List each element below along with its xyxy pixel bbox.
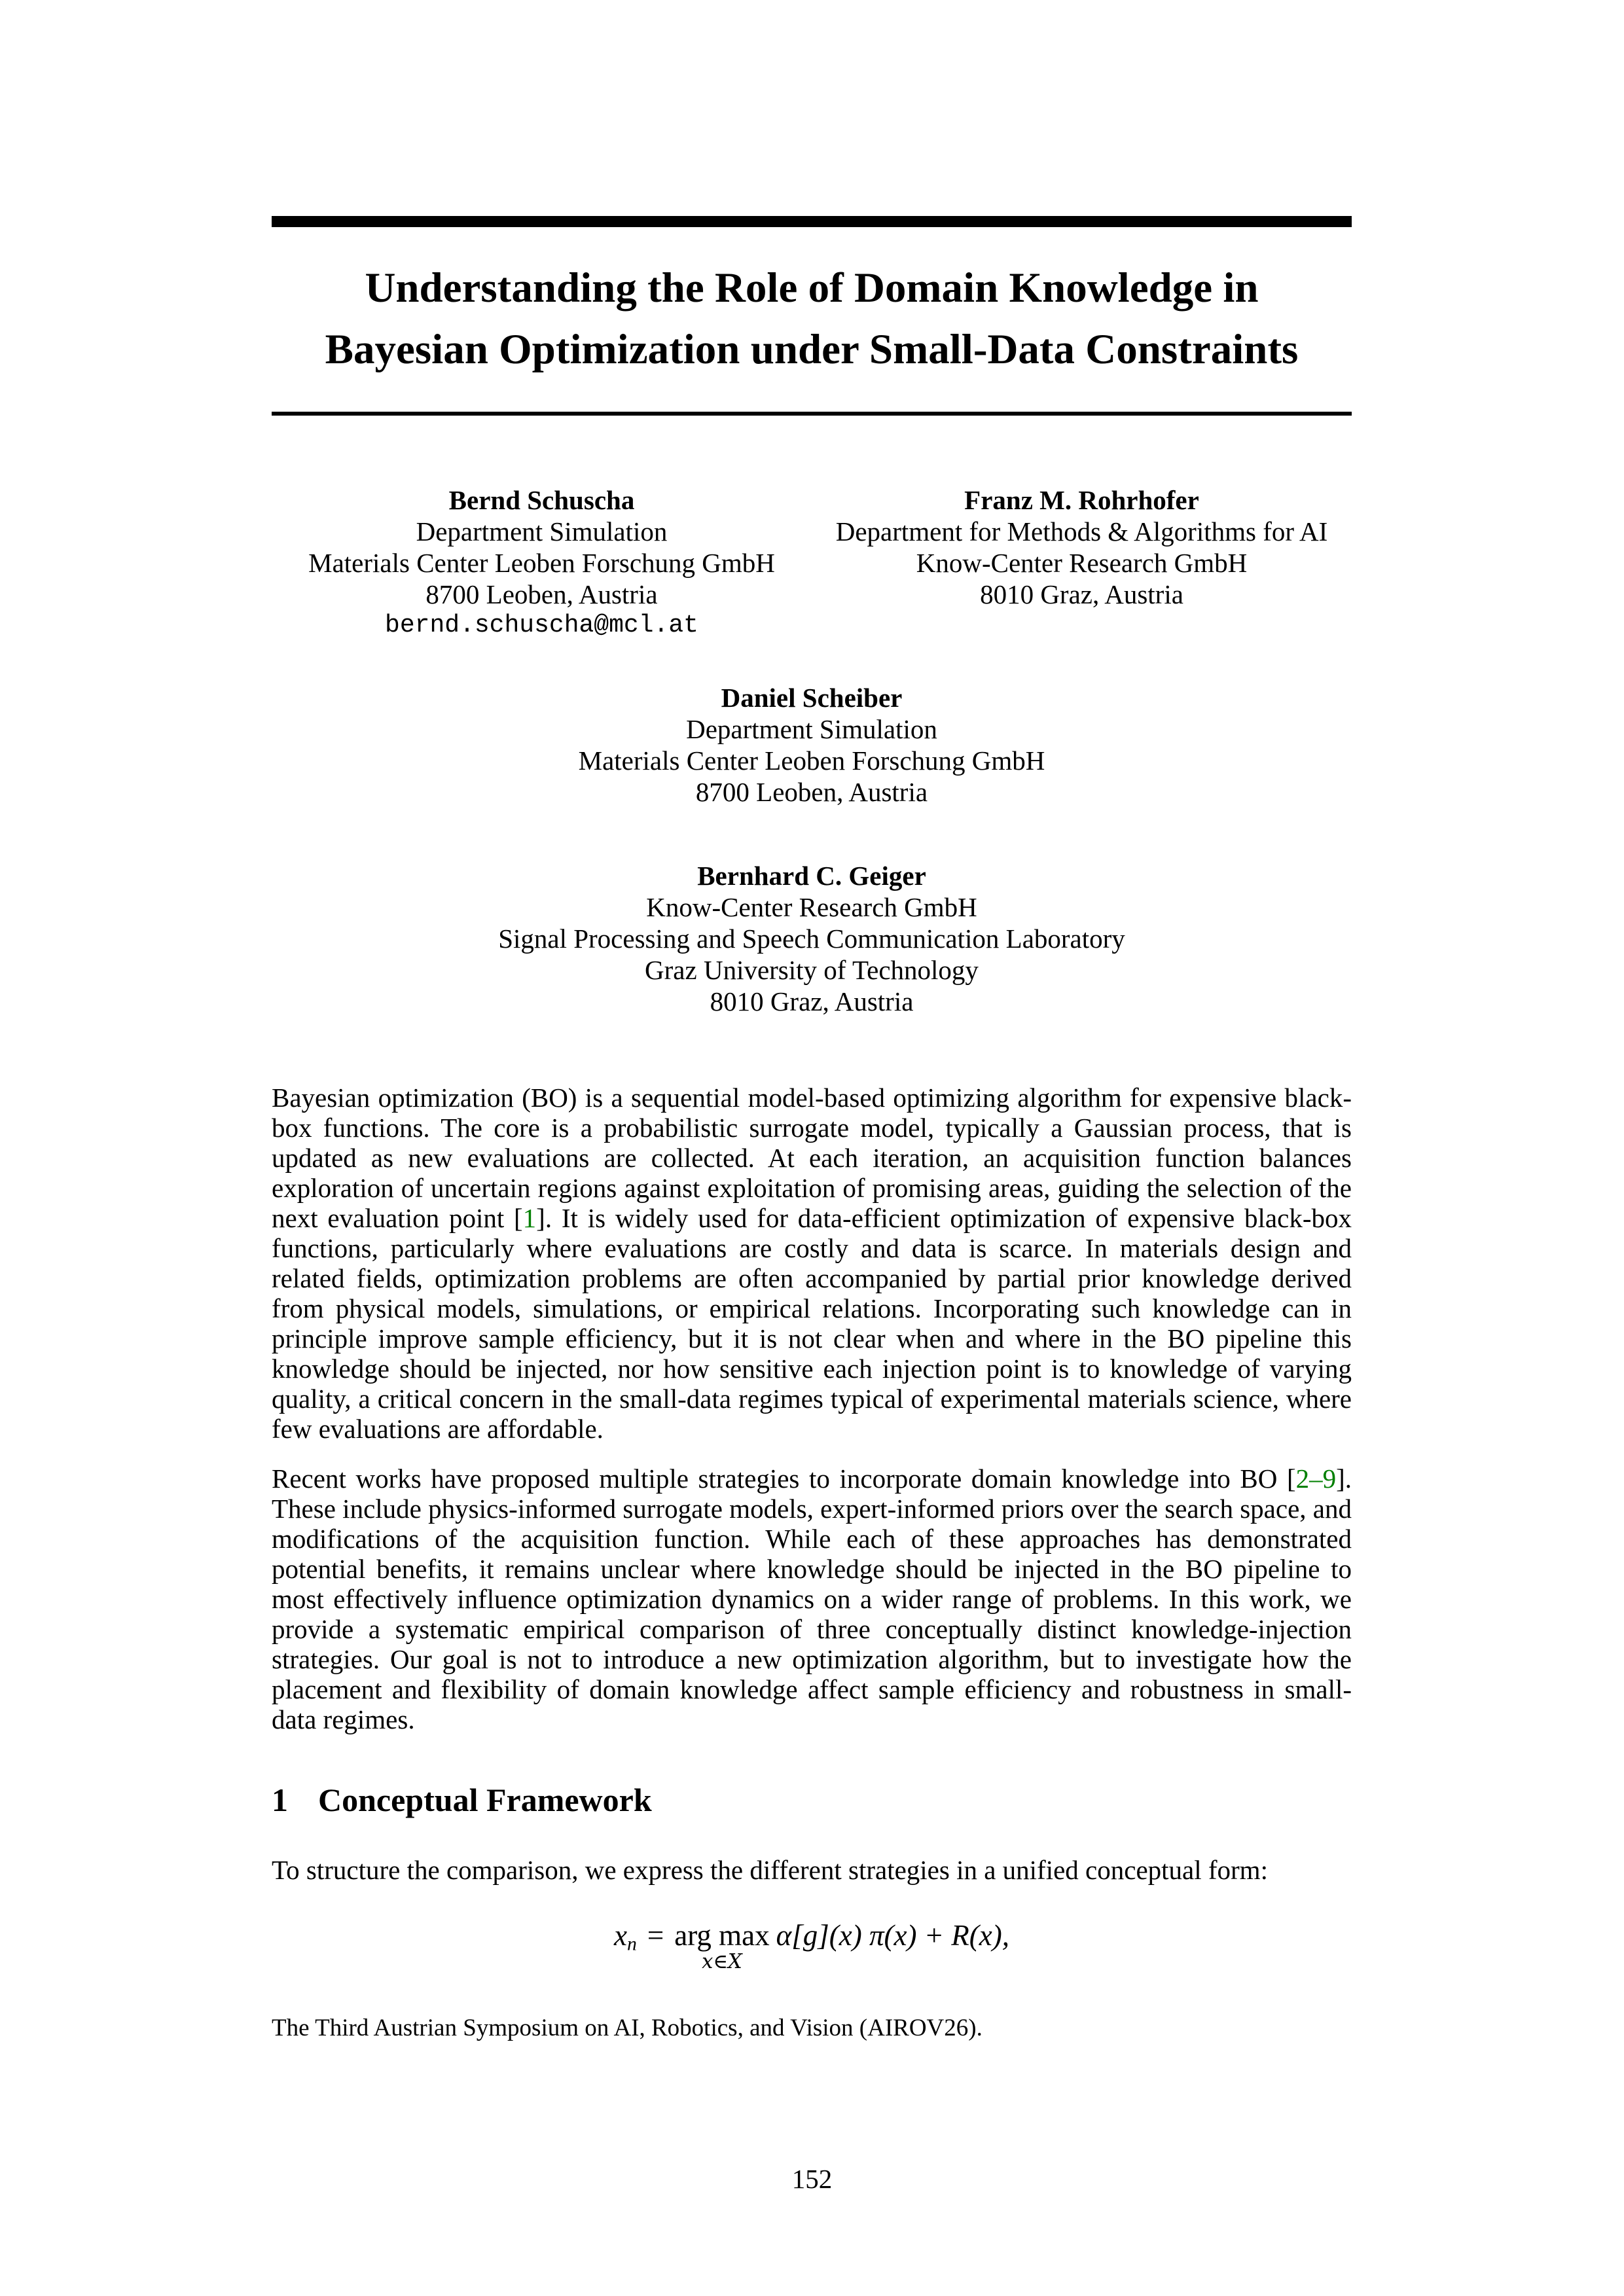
page-number: 152 — [791, 2164, 833, 2194]
equation — [272, 1919, 1352, 1973]
author-affiliation-line: Know-Center Research GmbH — [916, 548, 1248, 578]
author-affiliation-line: Signal Processing and Speech Communication Laboratory — [498, 924, 1125, 954]
equation-argmax-operator — [674, 1920, 769, 1973]
paper-title — [272, 257, 1352, 380]
title-rule-bottom — [272, 412, 1352, 416]
paper-title-line-2: Bayesian Optimization under Small-Data Constraints — [325, 326, 1299, 373]
author-affiliation-line: 8700 Leoben, Austria — [425, 579, 658, 609]
author-affiliation-line: Department for Methods & Algorithms for AI — [835, 516, 1328, 547]
equation-relation: = — [647, 1919, 664, 1952]
author-affiliation-line: Department Simulation — [686, 714, 937, 744]
equation-variable: x — [614, 1919, 627, 1952]
author-name: Bernd Schuscha — [448, 485, 635, 515]
author-affiliation-line: 8010 Graz, Austria — [710, 986, 914, 1016]
footnote-conference: The Third Austrian Symposium on AI, Robotics, and Vision (AIROV26). — [272, 2015, 983, 2041]
author-affiliation-line: 8700 Leoben, Austria — [695, 777, 928, 807]
author-name: Bernhard C. Geiger — [697, 861, 926, 891]
section-title: Conceptual Framework — [318, 1782, 652, 1818]
paragraph-text: ]. These include physics-informed surrogate models, expert-informed priors over the search space, and modifications of the acquisition function. While each of these approaches has demonstrated potential benefits, it remains unclear where knowledge should be injected in the BO pipeline to most effectively influence optimization dynamics on a wider range of problems. In this work, we provide a systematic empirical comparison of three conceptually distinct knowledge-injection strategies. Our goal is not to introduce a new optimization algorithm, but to investigate how the placement and flexibility of domain knowledge affect sample efficiency and robustness in small-data regimes. — [272, 1463, 1352, 1734]
equation-subscript: n — [627, 1933, 637, 1955]
section-number: 1 — [272, 1782, 288, 1818]
paragraph-text: ]. It is widely used for data-efficient optimization of expensive black-box functions, particularly where evaluations are costly and data is scarce. In materials design and related fields, optimization problems are often accompanied by partial prior knowledge derived from physical models, simulations, or empirical relations. Incorporating such knowledge can in principle improve sample efficiency, but it is not clear when and where in the BO pipeline this knowledge should be injected, nor how sensitive each injection point is to knowledge of varying quality, a critical concern in the small-data regimes typical of experimental materials science, where few evaluations are affordable. — [272, 1203, 1352, 1444]
author-email: bernd.schuscha@mcl.at — [385, 611, 698, 639]
author-affiliation-line: Department Simulation — [416, 516, 668, 547]
citation-link[interactable]: 1 — [522, 1203, 537, 1233]
title-rule-top — [272, 216, 1352, 227]
author-block-bernhard-geiger — [498, 860, 1125, 1017]
paragraph-text: Recent works have proposed multiple strategies to incorporate domain knowledge into BO [ — [272, 1463, 1296, 1494]
author-name: Daniel Scheiber — [721, 683, 903, 713]
citation-link[interactable]: 2–9 — [1295, 1463, 1337, 1494]
authors-row-3 — [272, 860, 1352, 1017]
equation-lhs — [614, 1919, 637, 1955]
authors-row-2 — [272, 682, 1352, 808]
equation-operator-label: arg max — [674, 1919, 770, 1952]
author-name: Franz M. Rohrhofer — [964, 485, 1199, 515]
equation-rhs: α[g](x) π(x) + R(x), — [776, 1919, 1009, 1952]
paragraph-text: Bayesian optimization (BO) is a sequential model-based optimizing algorithm for expensive black-box functions. The core is a probabilistic surrogate model, typically a Gaussian process, that is updated as new evaluations are collected. At each iteration, an acquisition function balances exploration of uncertain regions against exploitation of promising areas, guiding the selection of the next evaluation point [ — [272, 1083, 1352, 1233]
author-affiliation-line: 8010 Graz, Austria — [980, 579, 1183, 609]
abstract-paragraph-2 — [272, 1463, 1352, 1734]
authors-row-1 — [272, 484, 1352, 641]
author-affiliation-line: Materials Center Leoben Forschung GmbH — [578, 745, 1045, 776]
abstract-paragraph-1 — [272, 1083, 1352, 1444]
author-block-daniel-scheiber — [579, 682, 1045, 808]
section-heading — [272, 1782, 1352, 1818]
author-affiliation-line: Graz University of Technology — [645, 955, 979, 985]
author-block-franz-rohrhofer — [812, 484, 1352, 641]
page-content — [272, 0, 1352, 1973]
equation-constraint: x∈X — [702, 1950, 742, 1974]
framework-intro-paragraph: To structure the comparison, we express the different strategies in a unified conceptual form: — [272, 1855, 1268, 1885]
author-affiliation-line: Materials Center Leoben Forschung GmbH — [308, 548, 775, 578]
author-block-bernd-schuscha — [272, 484, 812, 641]
author-affiliation-line: Know-Center Research GmbH — [646, 892, 977, 922]
paper-title-line-1: Understanding the Role of Domain Knowledge in — [365, 264, 1259, 312]
